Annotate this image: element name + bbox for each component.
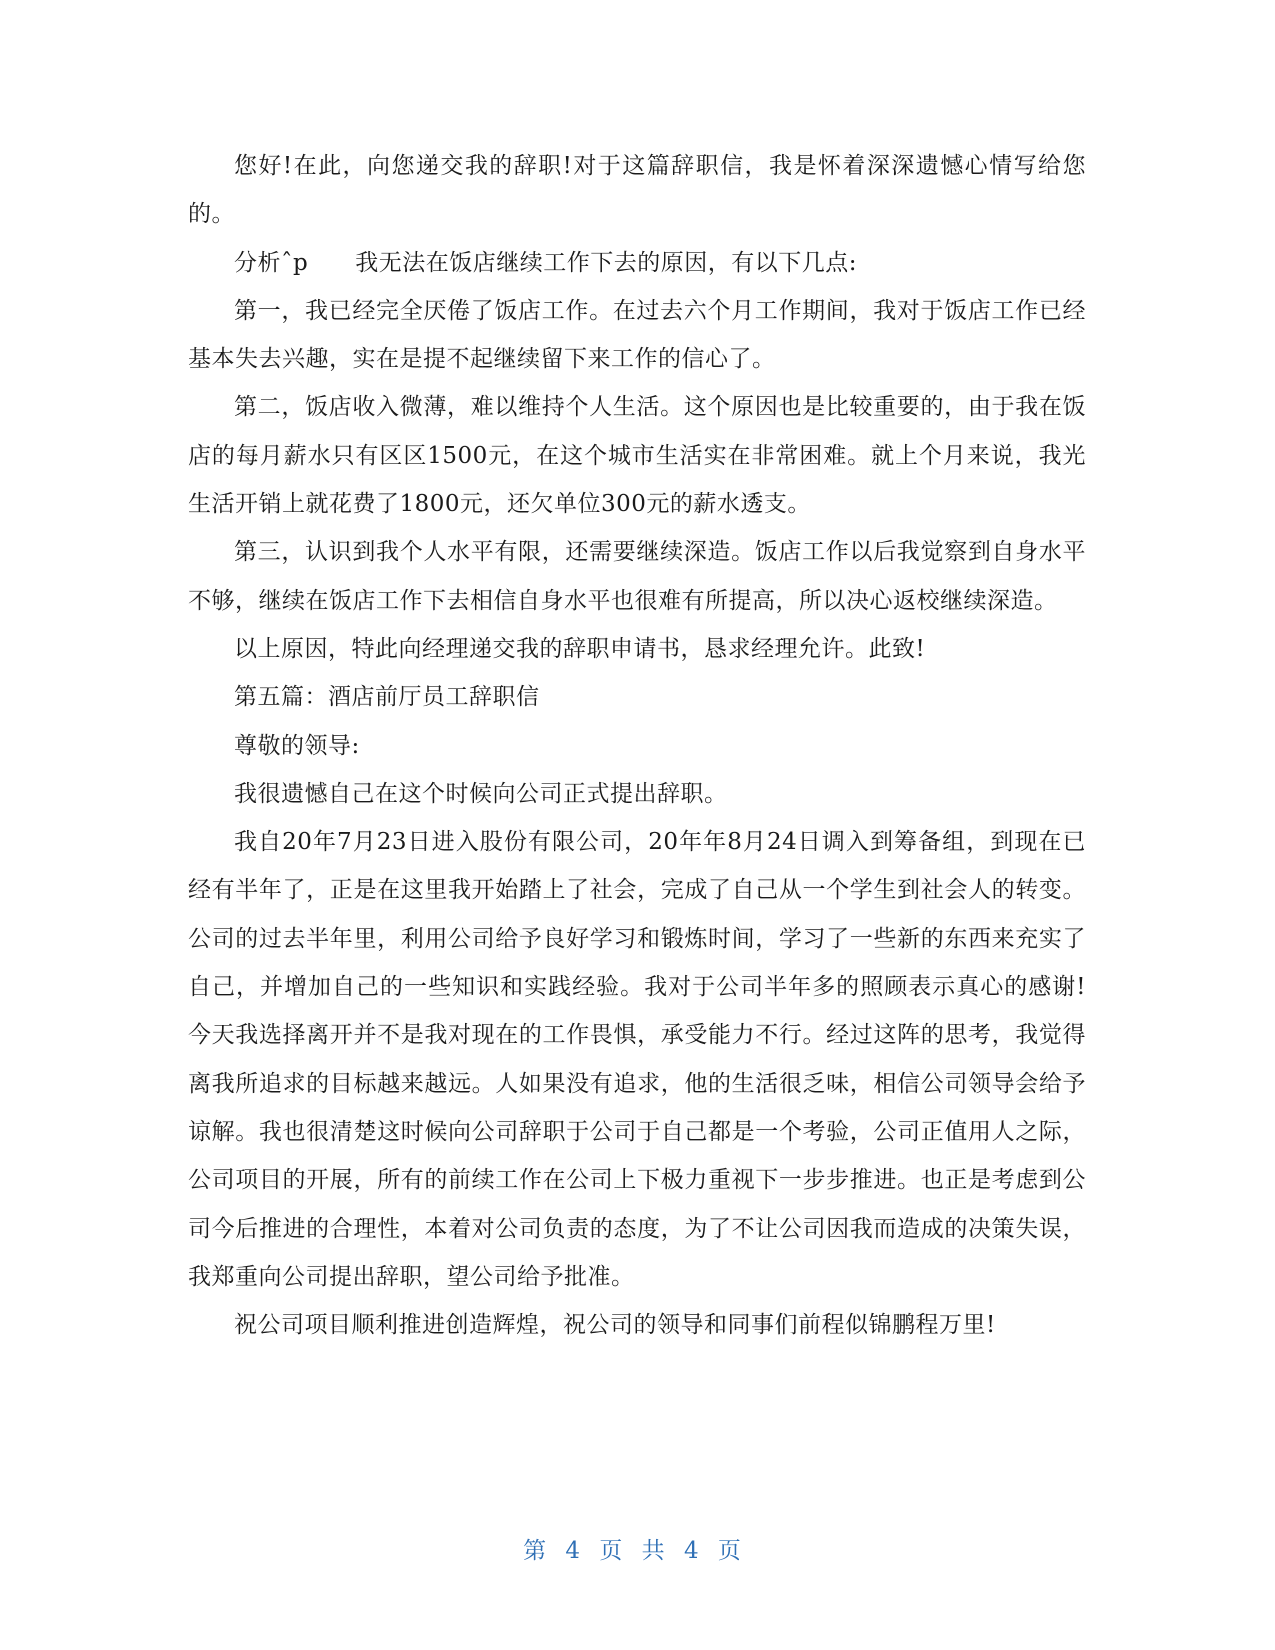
paragraph-greeting: 您好!在此，向您递交我的辞职!对于这篇辞职信，我是怀着深深遗憾心情写给您的。 bbox=[188, 153, 1086, 228]
paragraph-reason-two: 第二，饭店收入微薄，难以维持个人生活。这个原因也是比较重要的，由于我在饭店的每月薪水只有区区1500元，在这个城市生活实在非常困难。就上个月来说，我光生活开销上就花费了1800元，还欠单位300元的薪水透支。 bbox=[188, 394, 1086, 518]
footer-total-prefix: 共 bbox=[641, 1538, 666, 1564]
footer-current-page: 4 bbox=[565, 1538, 582, 1564]
paragraph-analysis: 分析ˆp 我无法在饭店继续工作下去的原因，有以下几点: bbox=[234, 249, 857, 276]
paragraph-reason-one: 第一，我已经完全厌倦了饭店工作。在过去六个月工作期间，我对于饭店工作已经基本失去兴趣，实在是提不起继续留下来工作的信心了。 bbox=[188, 297, 1086, 373]
salutation: 尊敬的领导: bbox=[234, 732, 360, 759]
paragraph-intro: 我很遗憾自己在这个时候向公司正式提出辞职。 bbox=[234, 780, 728, 807]
section-heading: 第五篇：酒店前厅员工辞职信 bbox=[234, 684, 540, 711]
document-body bbox=[188, 142, 1086, 1349]
paragraph-main: 我自20年7月23日进入股份有限公司，20年年8月24日调入到筹备组，到现在已经有半年了，正是在这里我开始踏上了社会，完成了自己从一个学生到社会人的转变。公司的过去半年里，利用公司给予良好学习和锻炼时间，学习了一些新的东西来充实了自己，并增加自己的一些知识和实践经验。我对于公司半年多的照顾表示真心的感谢!今天我选择离开并不是我对现在的工作畏惧，承受能力不行。经过这阵的思考，我觉得离我所追求的目标越来越远。人如果没有追求，他的生活很乏味，相信公司领导会给予谅解。我也很清楚这时候向公司辞职于公司于自己都是一个考验，公司正值用人之际，公司项目的开展，所有的前续工作在公司上下极力重视下一步步推进。也正是考虑到公司今后推进的合理性，本着对公司负责的态度，为了不让公司因我而造成的决策失误，我郑重向公司提出辞职，望公司给予批准。 bbox=[188, 829, 1086, 1290]
paragraph-wishes: 祝公司项目顺利推进创造辉煌，祝公司的领导和同事们前程似锦鹏程万里! bbox=[234, 1312, 996, 1339]
footer-total-pages: 4 bbox=[683, 1538, 700, 1564]
footer-page-word: 页 bbox=[599, 1538, 624, 1564]
footer-total-suffix: 页 bbox=[717, 1538, 742, 1564]
paragraph-reason-three: 第三，认识到我个人水平有限，还需要继续深造。饭店工作以后我觉察到自身水平不够，继续在饭店工作下去相信自身水平也很难有所提高，所以决心返校继续深造。 bbox=[188, 539, 1086, 614]
page-footer bbox=[0, 1532, 1275, 1565]
paragraph-closing: 以上原因，特此向经理递交我的辞职申请书，恳求经理允许。此致! bbox=[234, 635, 926, 662]
footer-page-prefix: 第 bbox=[523, 1538, 548, 1564]
